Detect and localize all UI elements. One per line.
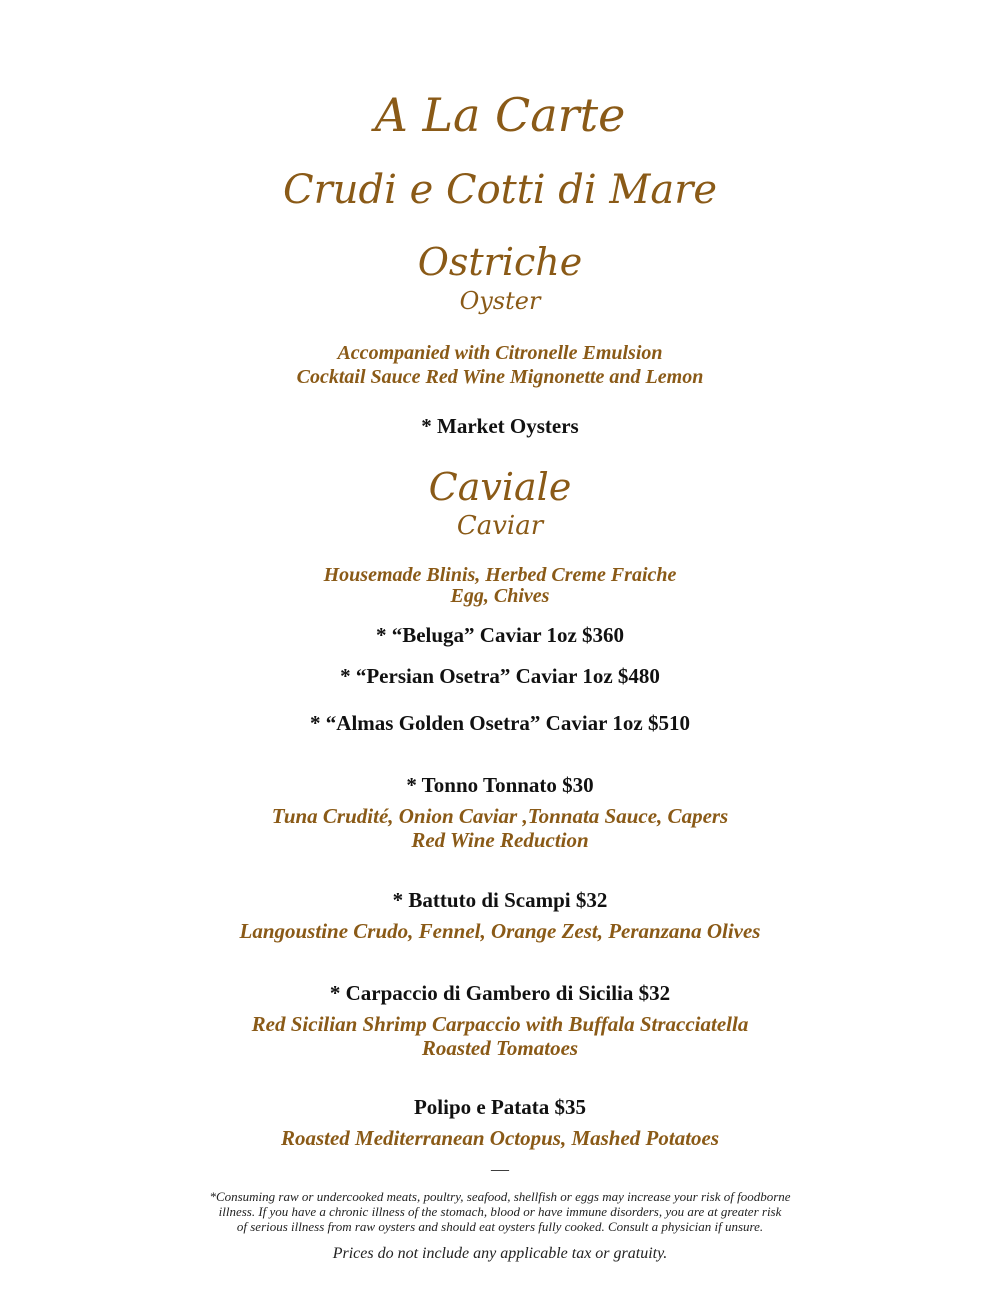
caviar-item-almas-golden-osetra: * “Almas Golden Osetra” Caviar 1oz $510 bbox=[310, 711, 690, 735]
oysters-heading: Ostriche bbox=[417, 240, 583, 284]
caviar-heading: Caviale bbox=[428, 465, 572, 509]
caviar-subheading: Caviar bbox=[456, 511, 544, 541]
gambero-description-line2: Roasted Tomatoes bbox=[421, 1036, 579, 1060]
menu-title: A La Carte bbox=[374, 88, 626, 142]
oysters-description-line1: Accompanied with Citronelle Emulsion bbox=[337, 342, 663, 364]
menu-subtitle: Crudi e Cotti di Mare bbox=[282, 167, 718, 213]
prices-note: Prices do not include any applicable tax or gratuity. bbox=[332, 1245, 668, 1262]
oysters-description-line2: Cocktail Sauce Red Wine Mignonette and Lemon bbox=[296, 366, 704, 388]
polipo-e-patata-item: Polipo e Patata $35 bbox=[413, 1095, 587, 1119]
tonno-description-line1: Tuna Crudité, Onion Caviar ,Tonnata Sauce, Capers bbox=[271, 804, 729, 828]
health-warning-line2: illness. If you have a chronic illness of the stomach, blood or have immune disorders, you are at greater risk bbox=[218, 1204, 782, 1219]
divider-dash: — bbox=[491, 1159, 509, 1179]
health-warning-line1: *Consuming raw or undercooked meats, poultry, seafood, shellfish or eggs may increase your risk of foodborne bbox=[209, 1189, 791, 1204]
caviar-description-line2: Egg, Chives bbox=[450, 585, 550, 607]
caviar-description-line1: Housemade Blinis, Herbed Creme Fraiche bbox=[323, 564, 677, 586]
health-warning-line3: of serious illness from raw oysters and should eat oysters fully cooked. Consult a physician if unsure. bbox=[236, 1219, 764, 1234]
scampi-description-line1: Langoustine Crudo, Fennel, Orange Zest, Peranzana Olives bbox=[239, 919, 761, 943]
oysters-subheading: Oyster bbox=[459, 287, 541, 315]
tonno-tonnato-item: * Tonno Tonnato $30 bbox=[406, 773, 594, 797]
tonno-description-line2: Red Wine Reduction bbox=[411, 828, 589, 852]
carpaccio-di-gambero-item: * Carpaccio di Gambero di Sicilia $32 bbox=[329, 981, 671, 1005]
battuto-di-scampi-item: * Battuto di Scampi $32 bbox=[392, 888, 608, 912]
gambero-description-line1: Red Sicilian Shrimp Carpaccio with Buffala Stracciatella bbox=[251, 1012, 749, 1036]
caviar-item-persian-osetra: * “Persian Osetra” Caviar 1oz $480 bbox=[340, 664, 660, 688]
caviar-item-beluga: * “Beluga” Caviar 1oz $360 bbox=[375, 623, 625, 647]
market-oysters-item: * Market Oysters bbox=[421, 414, 579, 438]
polipo-description-line1: Roasted Mediterranean Octopus, Mashed Potatoes bbox=[280, 1126, 720, 1150]
